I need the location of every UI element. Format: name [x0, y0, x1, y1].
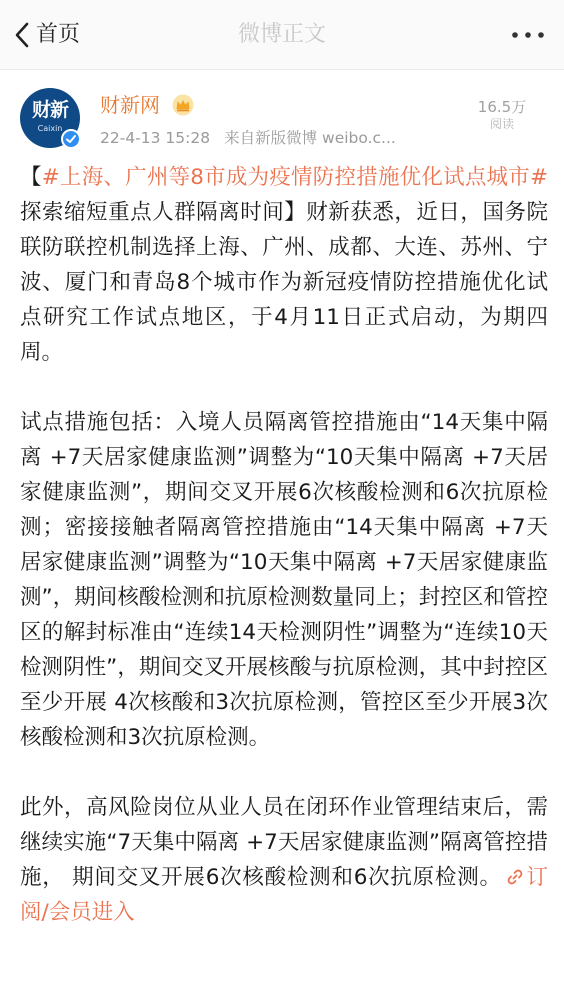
subscribe-member-link[interactable]: 订阅/会员进入: [20, 865, 548, 925]
read-count: [462, 98, 542, 132]
paragraph-3-body: 此外，高风险岗位从业人员在闭环作业管理结束后，需继续实施“7天集中隔离 +7天居家健康监测”隔离管控措施， 期间交叉开展6次核酸检测和6次抗原检测。: [20, 795, 548, 890]
post-paragraph-2: 试点措施包括：入境人员隔离管控措施由“14天集中隔离 +7天居家健康监测”调整为“10天集中隔离 +7天居家健康监测”，期间交叉开展6次核酸检测和6次抗原检测；密接接触者隔离管控措施由“14天集中隔离 +7天居家健康监测”调整为“10天集中隔离 +7天居家健康监测”，期间核酸检测和抗原检测数量同上；封控区和管控区的解封标准由“连续14天检测阴性”调整为“连续10天检测阴性”，期间交叉开展核酸与抗原检测，其中封控区至少开展 4次核酸和3次抗原检测，管控区至少开展3次核酸检测和3次抗原检测。: [20, 410, 548, 750]
crown-icon: [172, 94, 194, 116]
more-dots-icon: [510, 22, 546, 48]
headline-text: 探索缩短重点人群隔离时间】: [20, 200, 307, 225]
post-time: 22-4-13 15:28: [100, 129, 211, 147]
author-name[interactable]: 财新网: [100, 93, 160, 117]
post-source: 来自新版微博 weibo.c...: [224, 129, 396, 147]
avatar-logo-text: 财新: [31, 99, 68, 121]
verified-check-icon: [61, 129, 81, 149]
headline-bracket-open: 【: [20, 165, 42, 190]
post-author-header: [0, 70, 564, 160]
top-nav-bar: [0, 0, 564, 70]
post-content: [20, 160, 548, 930]
post-paragraph-1: [20, 160, 548, 370]
topic-hashtag-link[interactable]: #上海、广州等8市成为疫情防控措施优化试点城市#: [41, 165, 548, 190]
back-label: 首页: [36, 22, 81, 47]
more-button[interactable]: [510, 22, 546, 48]
read-count-number: 16.5万: [477, 98, 527, 116]
page-title: 微博正文: [237, 22, 326, 47]
post-meta: [100, 128, 396, 148]
avatar-logo-subtext: Caixin: [37, 124, 63, 133]
avatar[interactable]: [20, 88, 80, 148]
paragraph-1-body: 财新获悉，近日，国务院联防联控机制选择上海、广州、成都、大连、苏州、宁波、厦门和青岛8个城市作为新冠疫情防控措施优化试点研究工作试点地区，于4月11日正式启动，为期四周。: [20, 200, 548, 365]
link-icon: [506, 868, 524, 886]
read-count-label: 阅读: [489, 117, 514, 131]
post-paragraph-3: [20, 790, 548, 930]
